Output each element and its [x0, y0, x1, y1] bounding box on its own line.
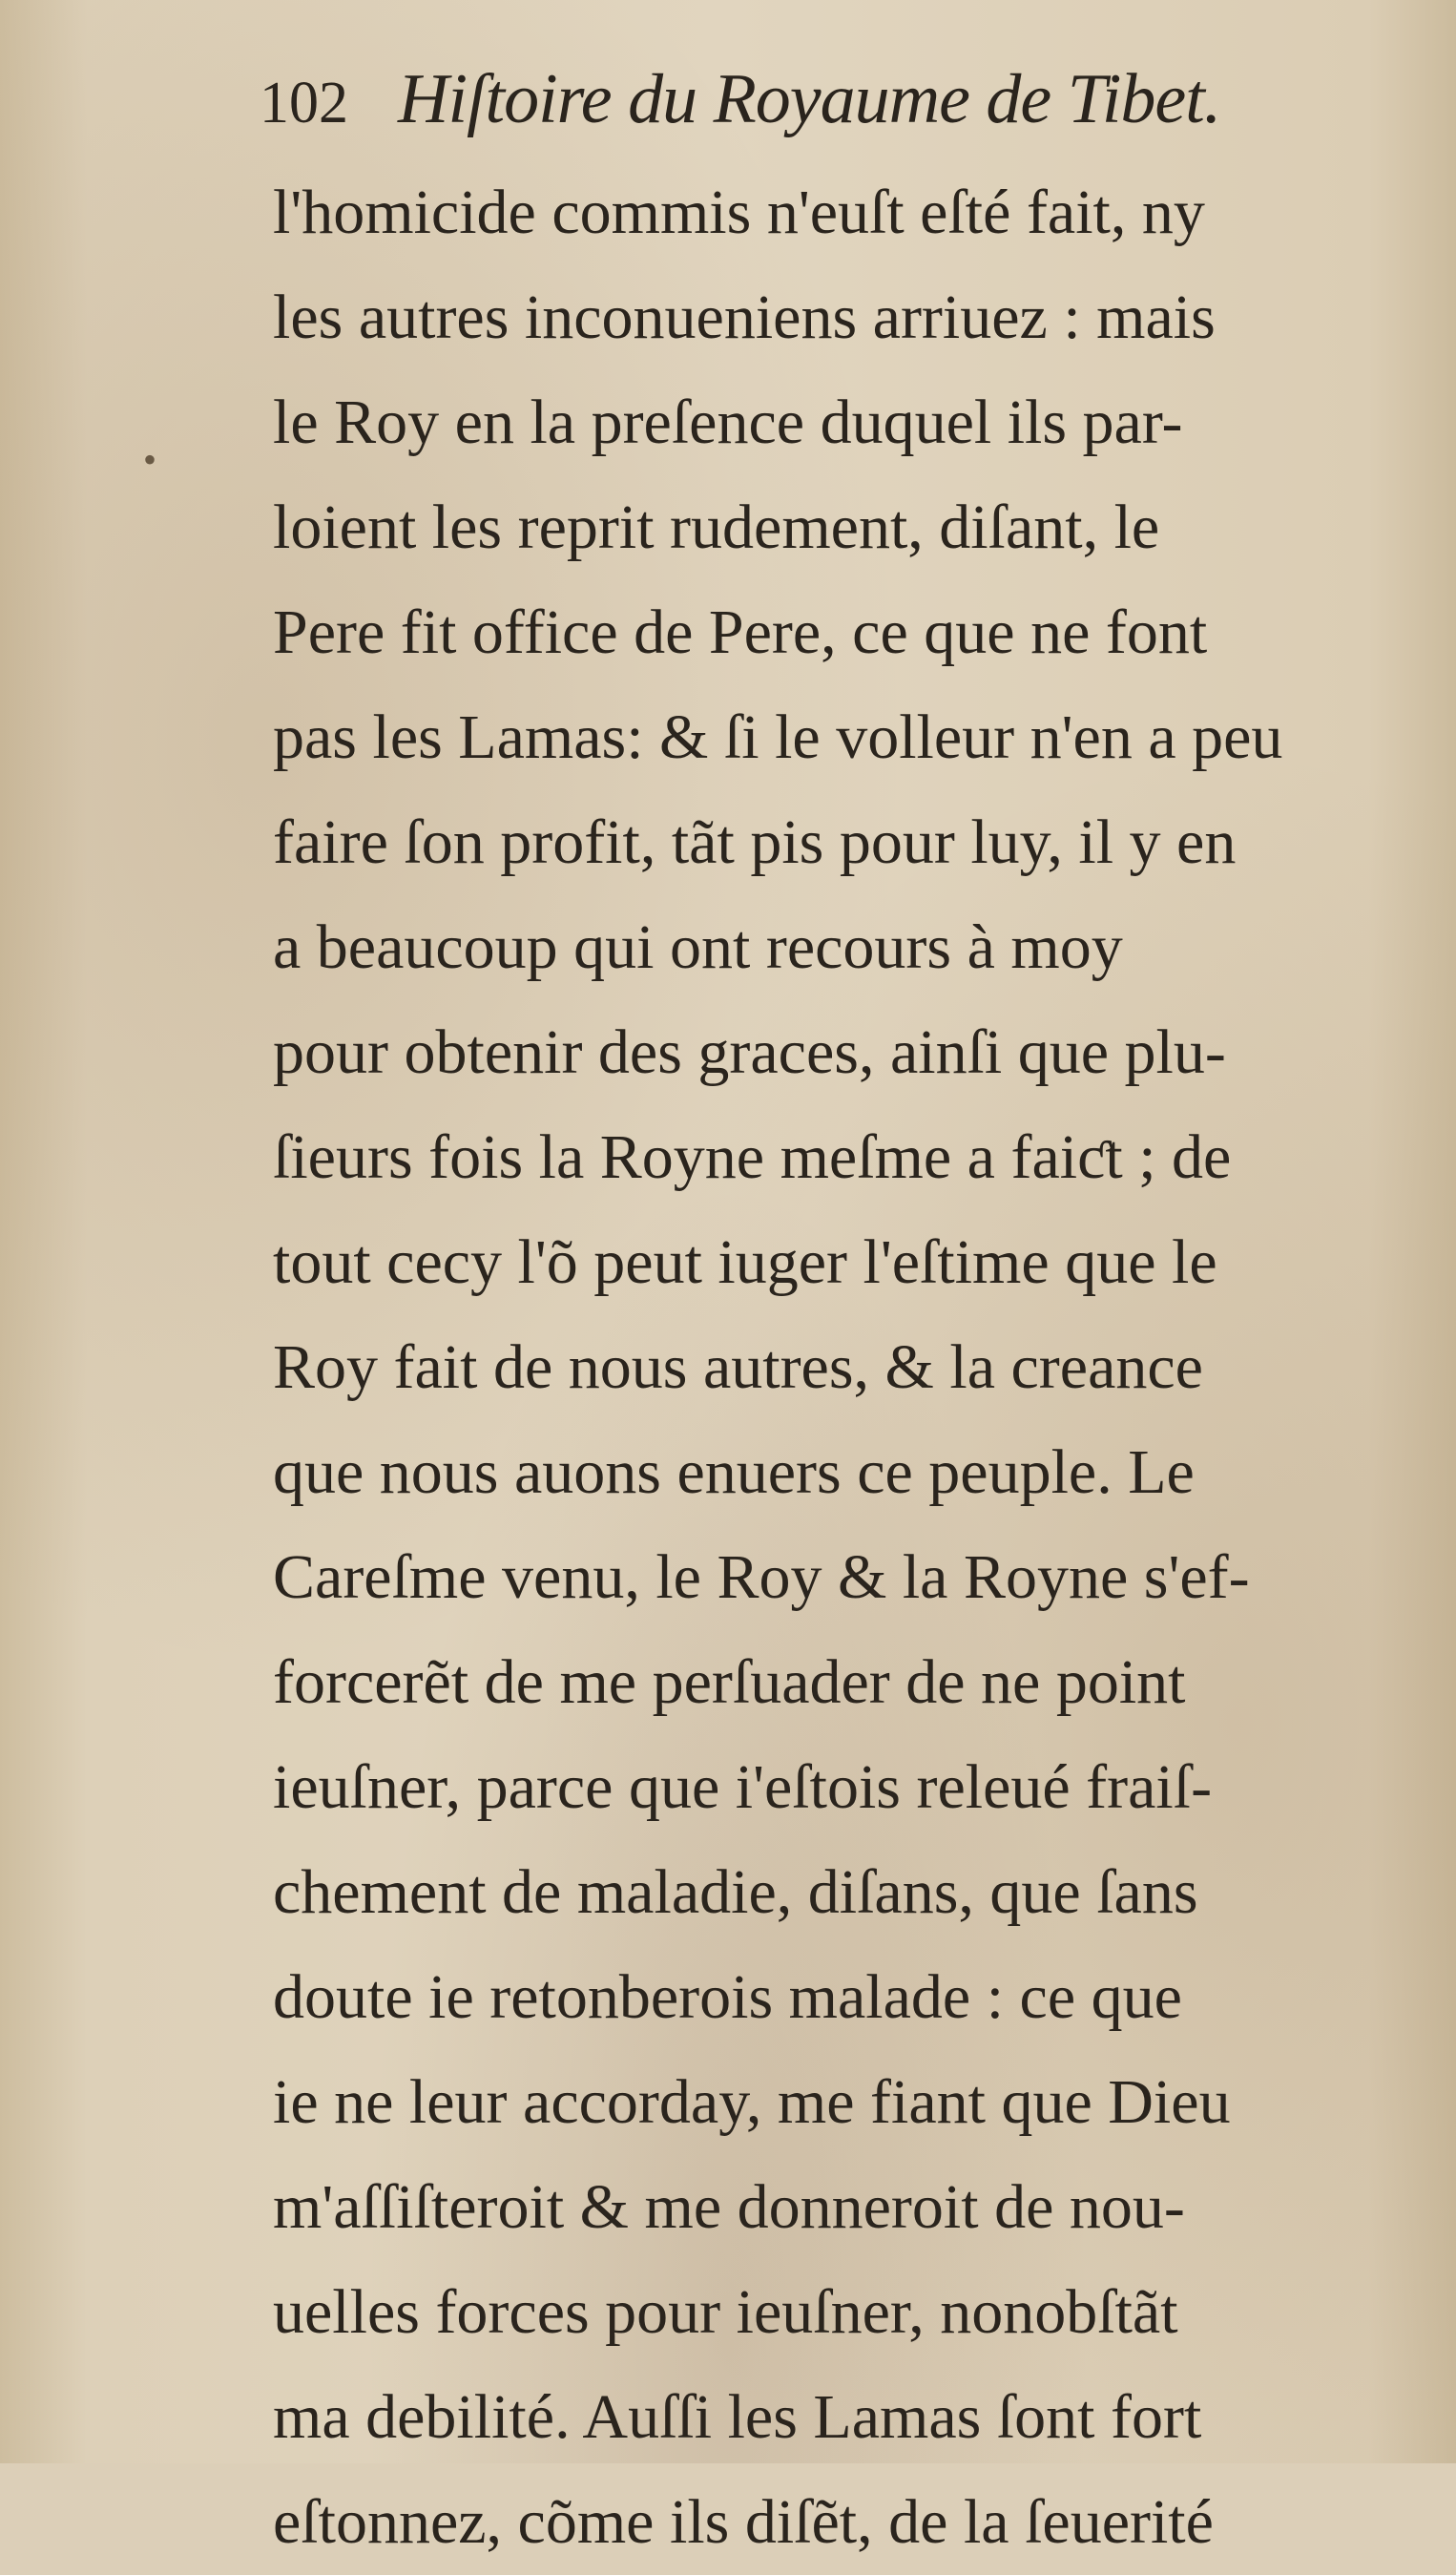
text-line: Careſme venu, le Roy & la Royne s'ef-	[273, 1542, 1250, 1612]
text-line: que nous auons enuers ce peuple. Le	[273, 1437, 1195, 1507]
text-line: tout cecy l'õ peut iuger l'eſtime que le	[273, 1227, 1217, 1297]
text-line: pour obtenir des graces, ainſi que plu-	[273, 1017, 1226, 1087]
text-line: ie ne leur accorday, me fiant que Dieu	[273, 2067, 1231, 2137]
text-line: les autres inconueniens arriuez : mais	[273, 283, 1216, 352]
text-line: ieuſner, parce que i'eſtois releué fraiſ-	[273, 1752, 1213, 1822]
text-line: forcerẽt de me perſuader de ne point	[273, 1647, 1186, 1717]
text-line: faire ſon profit, tãt pis pour luy, il y en	[273, 807, 1237, 877]
text-line: ma debilité. Auſſi les Lamas ſont fort	[273, 2382, 1202, 2452]
running-title: Hiſtoire du Royaume de Tibet.	[398, 60, 1221, 138]
text-line: a beaucoup qui ont recours à moy	[273, 912, 1123, 982]
text-line: doute ie retonberois malade : ce que	[273, 1962, 1182, 2032]
page-number: 102	[260, 71, 348, 136]
page-header	[260, 59, 1220, 155]
text-line: l'homicide commis n'euſt eſté fait, ny	[273, 178, 1205, 247]
ink-mark: •	[143, 438, 157, 481]
text-line: chement de maladie, diſans, que ſans	[273, 1857, 1198, 1927]
text-line: le Roy en la preſence duquel ils par-	[273, 387, 1183, 457]
text-line: loient les reprit rudement, diſant, le	[273, 492, 1160, 562]
text-line: ſieurs fois la Royne meſme a faiƈt ; de	[273, 1122, 1232, 1192]
text-line: Pere fit office de Pere, ce que ne font	[273, 597, 1208, 667]
text-line: uelles forces pour ieuſner, nonobſtãt	[273, 2277, 1178, 2347]
body-text	[273, 160, 1380, 2575]
text-line: m'aſſiſteroit & me donneroit de nou-	[273, 2172, 1185, 2242]
text-line: pas les Lamas: & ſi le volleur n'en a peu	[273, 702, 1283, 772]
text-line: Roy fait de nous autres, & la creance	[273, 1332, 1203, 1402]
text-line: eſtonnez, cõme ils diſẽt, de la ſeuerité	[273, 2487, 1214, 2557]
